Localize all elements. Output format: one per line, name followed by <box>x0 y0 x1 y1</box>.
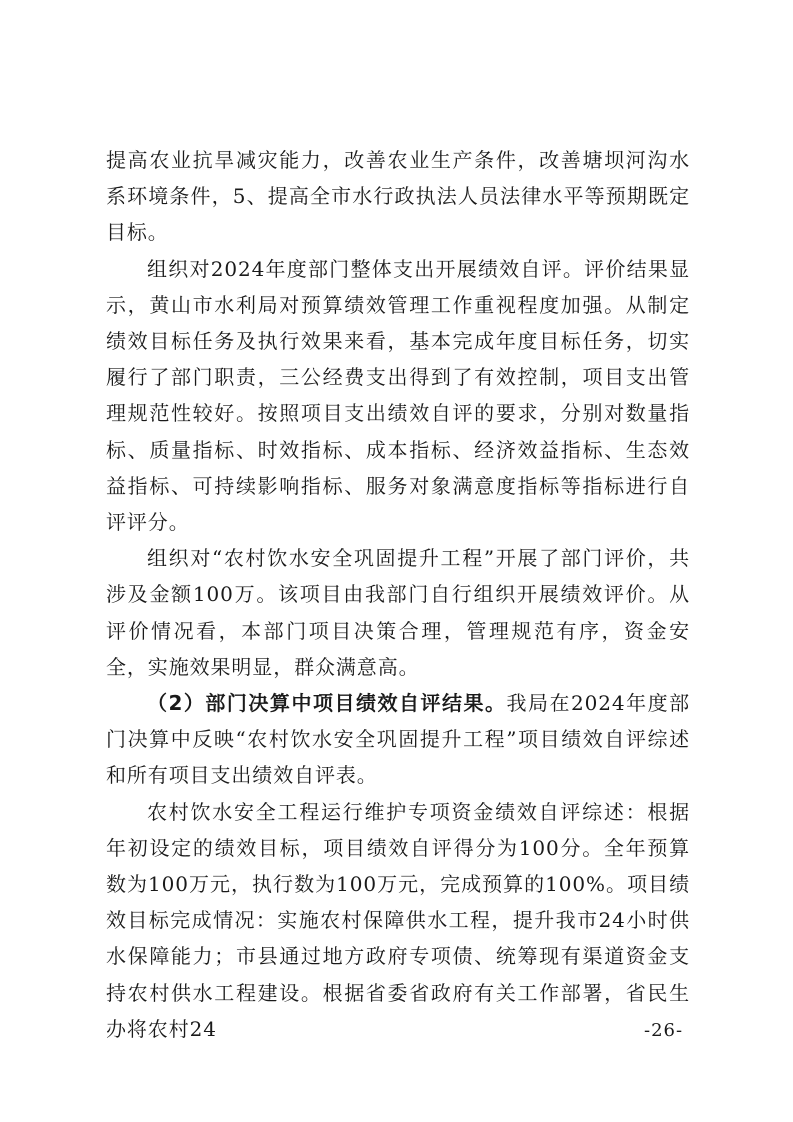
paragraph-project-summary: 农村饮水安全工程运行维护专项资金绩效自评综述：根据年初设定的绩效目标，项目绩效自评得分为100分。全年预算数为100万元，执行数为100万元，完成预算的100%。项目绩效目标完成情况：实施农村保障供水工程，提升我市24小时供水保障能力；市县通过地方政府专项债、统筹现有渠道资金支持农村供水工程建设。根据省委省政府有关工作部署，省民生办将农村24 <box>106 799 690 1041</box>
section-heading-body: 我局在2024年度部门决算中反映“农村饮水安全巩固提升工程”项目绩效自评综述和所有项目支出绩效自评表。 <box>106 691 691 788</box>
section-heading: （2）部门决算中项目绩效自评结果。 <box>147 691 507 716</box>
paragraph-final-accounts-results <box>106 685 690 794</box>
document-body <box>106 142 690 1047</box>
page-number: -26- <box>644 1020 684 1041</box>
paragraph-department-evaluation: 组织对“农村饮水安全巩固提升工程”开展了部门评价，共涉及金额100万。该项目由我部门自行组织开展绩效评价。从评价情况看，本部门项目决策合理，管理规范有序，资金安全，实施效果明显，群众满意高。 <box>106 546 690 679</box>
paragraph-continuation: 提高农业抗旱减灾能力，改善农业生产条件，改善塘坝河沟水系环境条件，5、提高全市水行政执法人员法律水平等预期既定目标。 <box>106 148 690 245</box>
paragraph-overall-self-evaluation: 组织对2024年度部门整体支出开展绩效自评。评价结果显示，黄山市水利局对预算绩效管理工作重视程度加强。从制定绩效目标任务及执行效果来看，基本完成年度目标任务，切实履行了部门职责，三公经费支出得到了有效控制，项目支出管理规范性较好。按照项目支出绩效自评的要求，分别对数量指标、质量指标、时效指标、成本指标、经济效益指标、生态效益指标、可持续影响指标、服务对象满意度指标等指标进行自评评分。 <box>106 256 690 535</box>
